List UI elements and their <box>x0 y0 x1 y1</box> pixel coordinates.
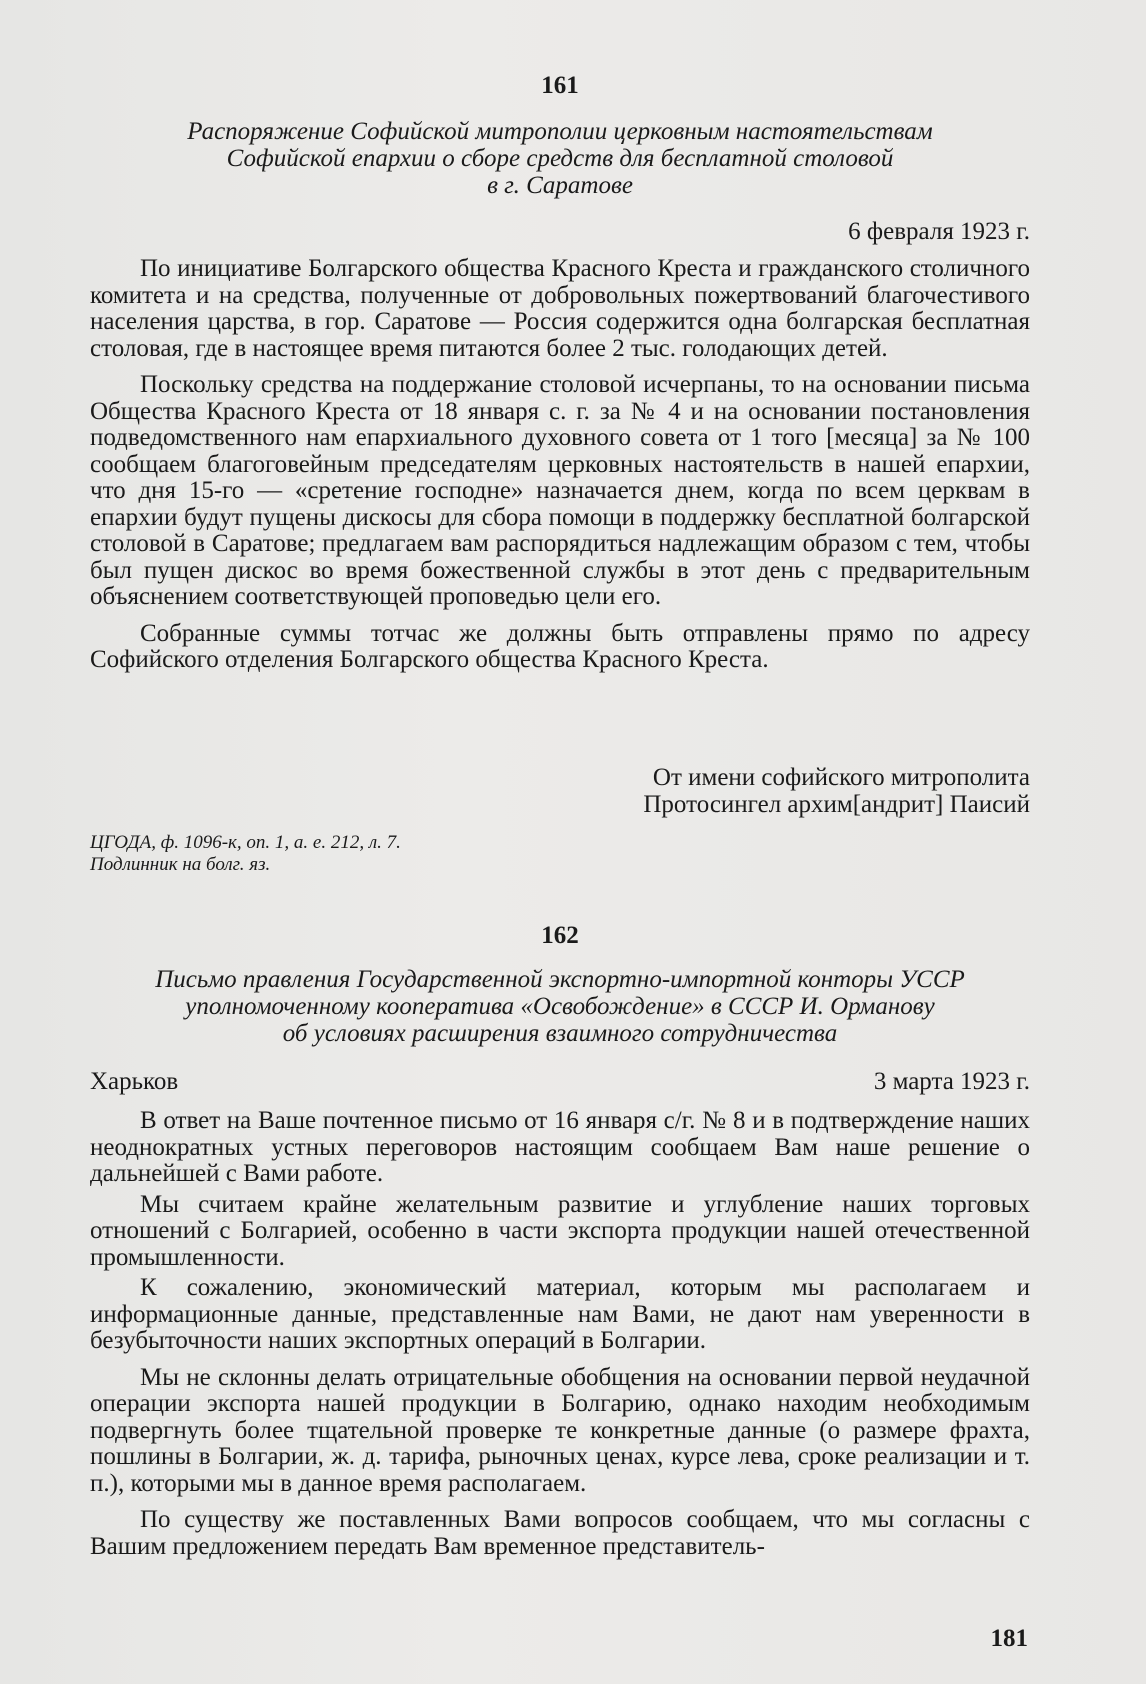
paragraph: По существу же поставленных Вами вопросов сообщаем, что мы согласны с Вашим предложением передать Вам временное представитель- <box>90 1506 1030 1560</box>
signature-line: От имени софийского митрополита <box>652 764 1030 791</box>
document-date: 6 февраля 1923 г. <box>848 218 1030 245</box>
doc-162-number <box>90 922 1030 950</box>
page-number: 181 <box>990 1625 1028 1652</box>
title-line: в г. Саратове <box>487 172 633 199</box>
archive-reference: ЦГОДА, ф. 1096-к, оп. 1, а. е. 212, л. 7. <box>90 832 401 853</box>
document-number: 161 <box>541 72 579 99</box>
doc-161-title <box>90 118 1030 199</box>
paragraph: По инициативе Болгарского общества Красного Креста и гражданского столичного комитета и на средства, полученные от добровольных пожертвований благочестивого населения царства, в гор. Саратове — Россия содержится одна болгарская бесплатная столовая, где в настоящее время питаются более 2 тыс. голодающих детей. <box>90 255 1030 362</box>
doc-161-source <box>90 832 1030 876</box>
document-date: 3 марта 1923 г. <box>873 1068 1030 1095</box>
paragraph: Мы не склонны делать отрицательные обобщения на основании первой неудачной операции экспорта нашей продукции в Болгарию, однако находим необходимым подвергнуть более тщательной проверке те конкретные данные (о размере фрахта, пошлины в Болгарии, ж. д. тарифа, рыночных ценах, курсе лева, сроке реализации и т. п.), которыми мы в данное время располагаем. <box>90 1363 1030 1497</box>
paragraph: Собранные суммы тотчас же должны быть отправлены прямо по адресу Софийского отделения Болгарского общества Красного Креста. <box>90 619 1030 673</box>
title-line: Софийской епархии о сборе средств для бесплатной столовой <box>226 145 894 172</box>
title-line: уполномоченному кооператива «Освобождение» в СССР И. Орманову <box>185 993 935 1020</box>
doc-161-number <box>90 72 1030 100</box>
paragraph: В ответ на Ваше почтенное письмо от 16 января с/г. № 8 и в подтверждение наших неоднократных устных переговоров настоящим сообщаем Вам наше решение о дальнейшей с Вами работе. <box>90 1107 1030 1187</box>
document-number: 162 <box>541 922 579 949</box>
title-line: об условиях расширения взаимного сотрудничества <box>282 1020 838 1047</box>
document-place: Харьков <box>90 1068 179 1095</box>
doc-161-signature <box>90 764 1030 818</box>
title-line: Распоряжение Софийской митрополии церковным настоятельствам <box>187 118 933 145</box>
paragraph: Мы считаем крайне желательным развитие и углубление наших торговых отношений с Болгарией, особенно в части экспорта продукции нашей отечественной промышленности. <box>90 1190 1030 1271</box>
doc-162-body <box>90 1108 1030 1560</box>
paragraph: К сожалению, экономический материал, которым мы располагаем и информационные данные, представленные нам Вами, не дают нам уверенности в безубыточности наших экспортных операций в Болгарии. <box>90 1274 1030 1354</box>
doc-162-title <box>90 966 1030 1047</box>
signature-line: Протосингел архим[андрит] Паисий <box>643 791 1030 818</box>
title-line: Письмо правления Государственной экспортно-импортной конторы УССР <box>155 966 965 993</box>
doc-161-date-row <box>90 218 1030 245</box>
doc-162-place-date-row <box>90 1068 1030 1095</box>
original-language-note: Подлинник на болг. яз. <box>90 854 271 875</box>
doc-161-body <box>90 256 1030 674</box>
paragraph: Поскольку средства на поддержание столовой исчерпаны, то на основании письма Общества Красного Креста от 18 января с. г. за № 4 и на основании постановления подведомственного нам епархиального духовного совета от 1 того [месяца] за № 100 сообщаем благоговейным председателям церковных настоятельств в нашей епархии, что дня 15-го — «сретение господне» назначается днем, когда по всем церквам в епархии будут пущены дискосы для сбора помощи в поддержку бесплатной болгарской столовой в Саратове; предлагаем вам распорядиться надлежащим образом с тем, чтобы был пущен дискос во время божественной службы в этот день с предварительным объяснением соответствующей проповедью цели его. <box>90 371 1030 610</box>
